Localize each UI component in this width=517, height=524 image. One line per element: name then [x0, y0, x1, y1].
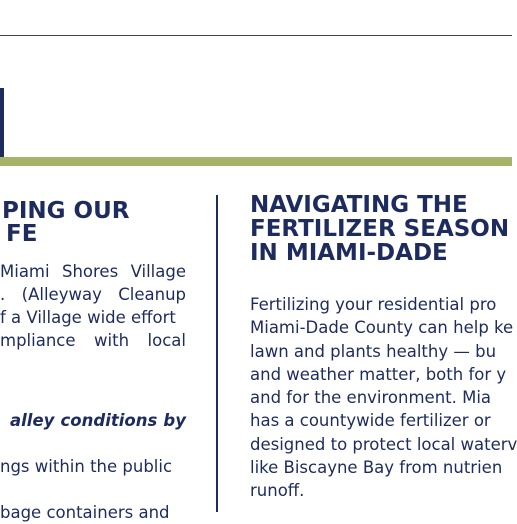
section-divider-band	[0, 157, 512, 166]
right-article-heading	[250, 193, 512, 265]
left-body-line-emphasis: alley conditions by	[10, 411, 186, 430]
left-body-line: . (Alleyway Cleanup	[0, 285, 186, 304]
left-article	[0, 198, 196, 522]
right-heading-line-2: FERTILIZER SEASON	[250, 216, 510, 242]
left-heading-line-2: FE	[6, 221, 38, 247]
left-body-line: Miami Shores Village	[0, 262, 186, 281]
column-divider	[216, 195, 218, 512]
left-heading-line-1: PING OUR	[2, 198, 130, 224]
right-body-line: designed to protect local waterv	[250, 434, 517, 454]
right-body-line: and weather matter, both for y	[250, 364, 507, 384]
left-body-line: bage containers and	[0, 503, 170, 522]
right-article-body	[250, 293, 517, 503]
left-body-line: mpliance with local	[0, 331, 186, 350]
right-body-line: has a countywide fertilizer or	[250, 411, 491, 431]
accent-bar	[0, 88, 4, 160]
right-article	[250, 192, 517, 512]
right-body-line: like Biscayne Bay from nutrien	[250, 458, 503, 478]
left-article-heading	[2, 200, 130, 246]
right-body-line: and for the environment. Mia	[250, 388, 492, 408]
right-body-line: Fertilizing your residential pro	[250, 295, 497, 314]
right-heading-line-1: NAVIGATING THE	[250, 192, 468, 218]
top-rule	[0, 35, 512, 36]
left-body-line: ngs within the public	[0, 457, 173, 476]
right-body-line: runoff.	[250, 481, 305, 501]
right-heading-line-3: IN MIAMI-DADE	[250, 240, 448, 266]
right-body-line: Miami-Dade County can help ke	[250, 318, 514, 338]
right-body-line: lawn and plants healthy — bu	[250, 341, 497, 361]
left-body-line: f a Village wide effort	[0, 308, 176, 327]
